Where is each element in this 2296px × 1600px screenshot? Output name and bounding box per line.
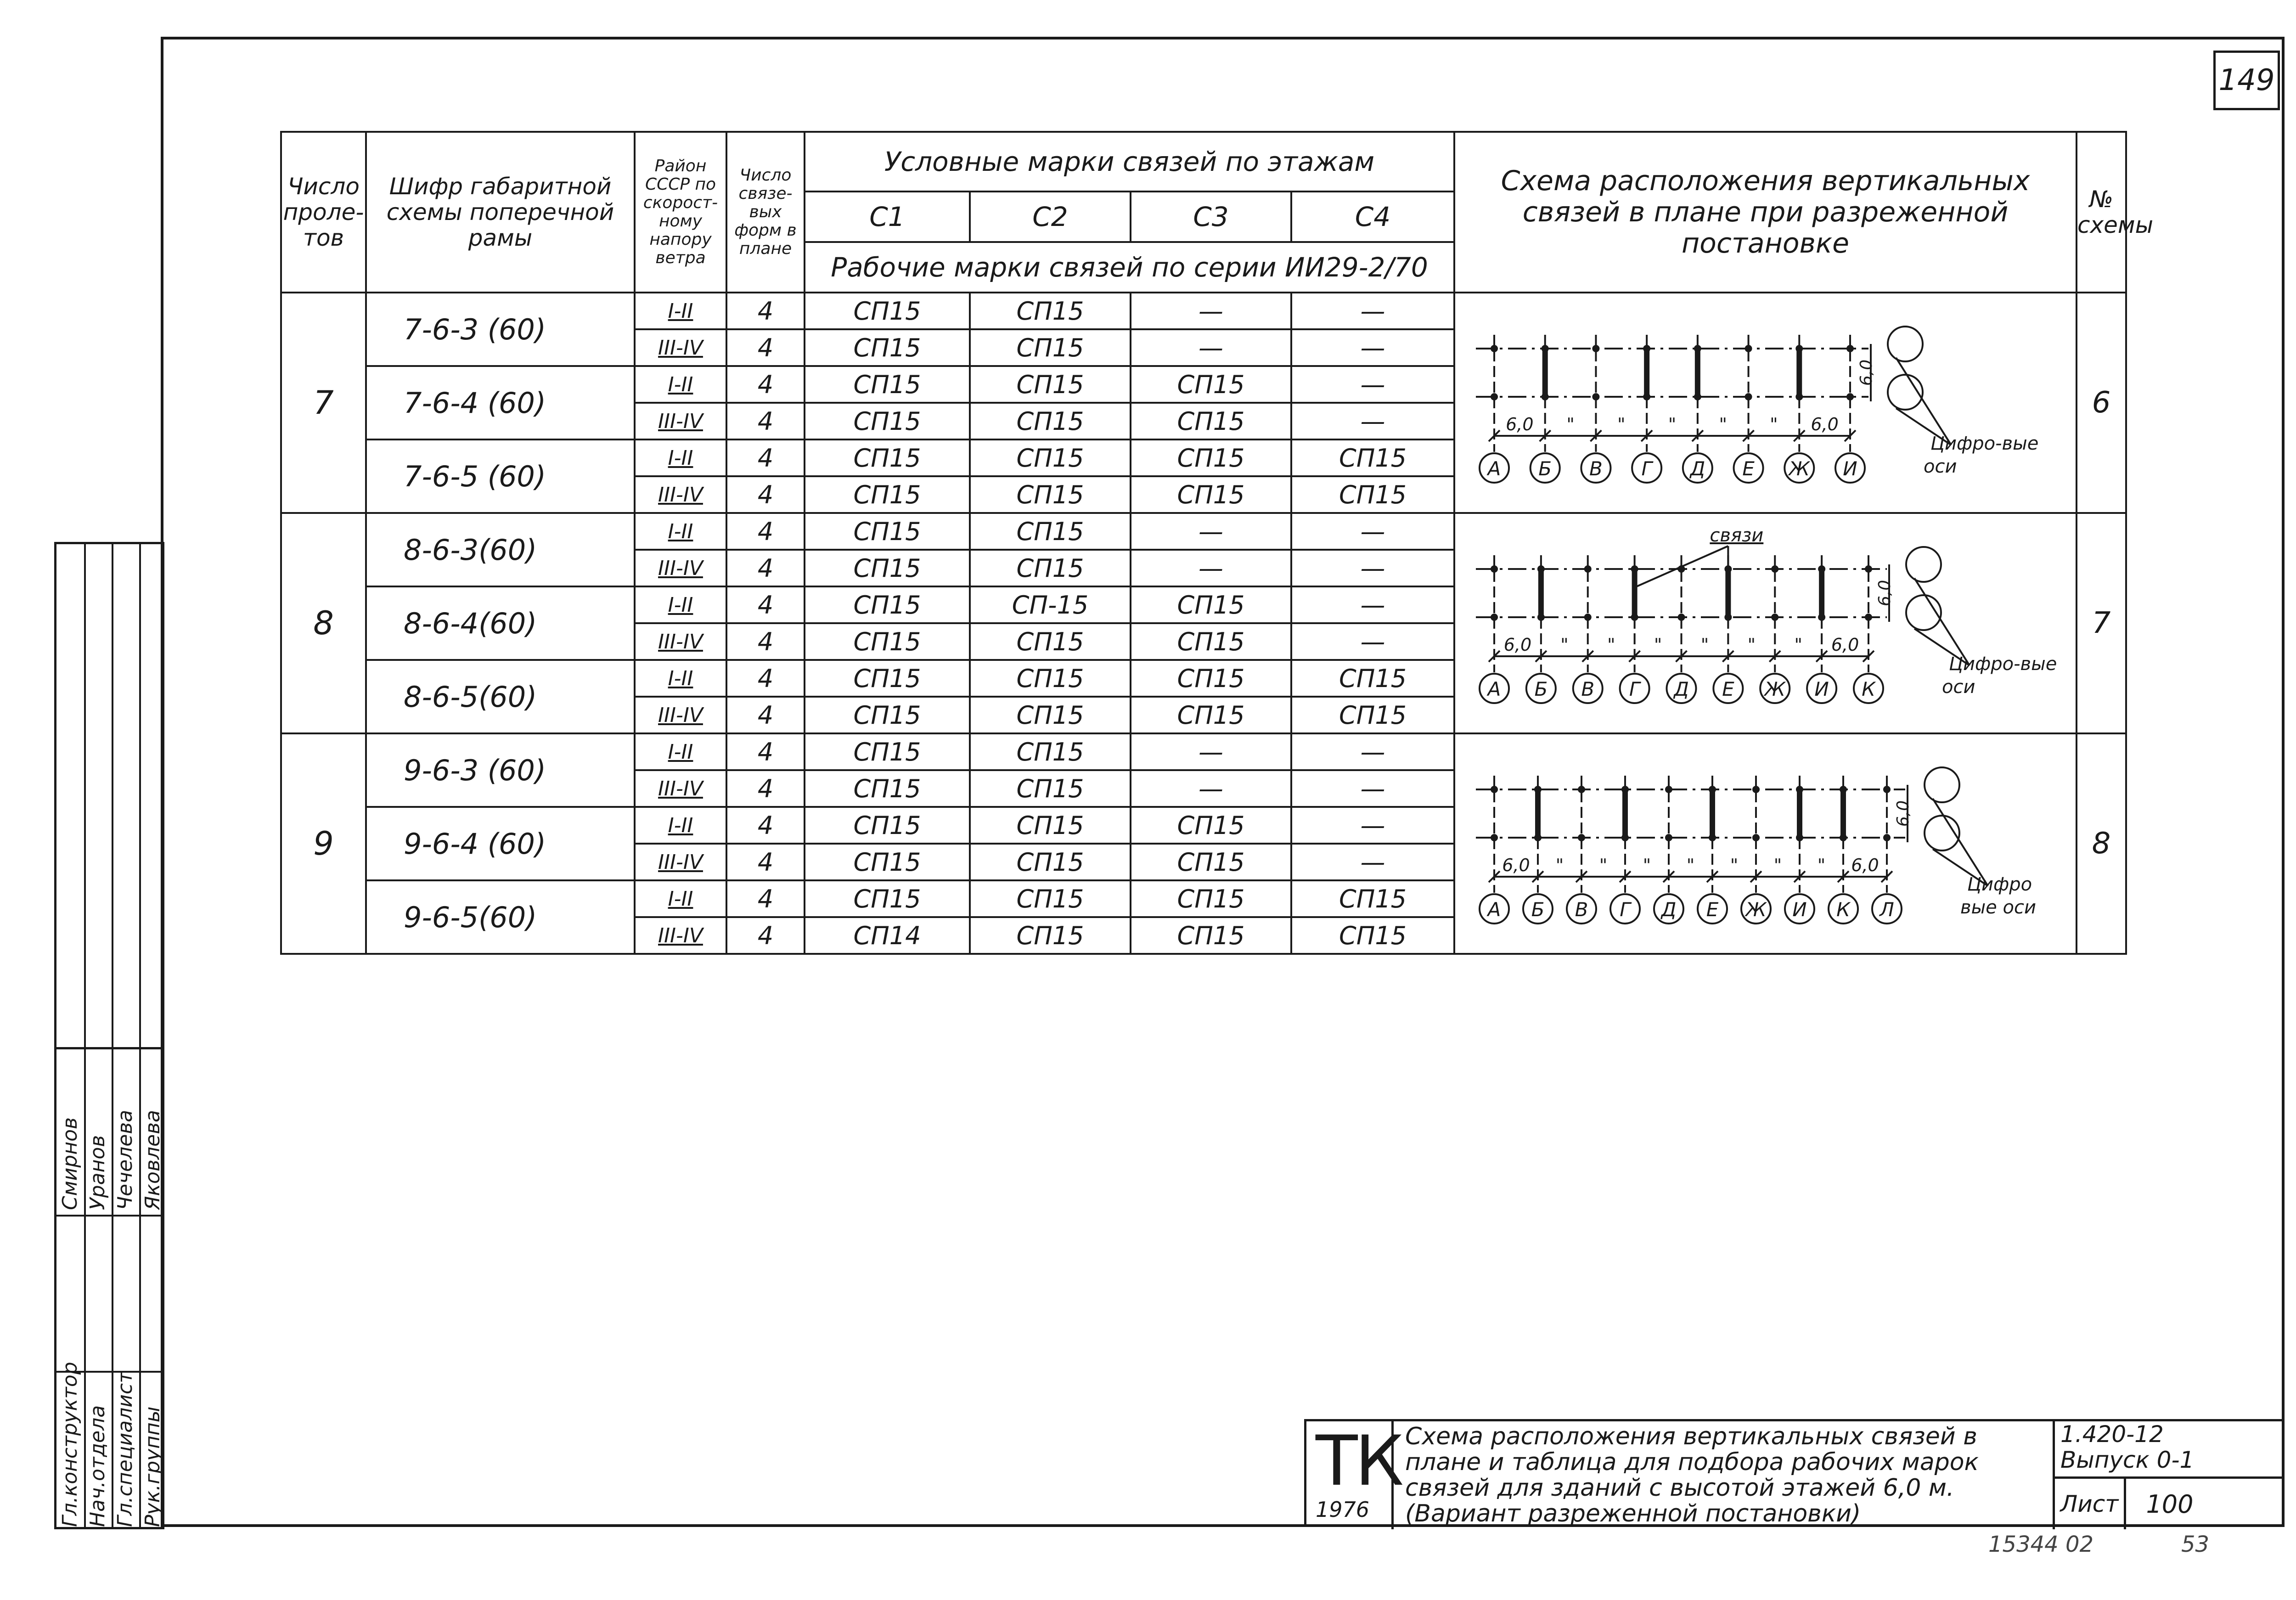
mark-c2-cell: СП-15 — [970, 586, 1131, 623]
span-dimension: 6,0 — [1851, 855, 1879, 875]
mark-c1-cell: СП15 — [805, 733, 970, 770]
numeric-axes-label: Цифро-вые — [1949, 654, 2057, 675]
braces-count-cell: 4 — [726, 329, 805, 366]
height-dimension: 6,0 — [1857, 359, 1876, 386]
frame-code-cell: 9-6-5(60) — [366, 880, 635, 954]
scheme-cell-2 — [1454, 513, 2077, 733]
axis-label: Д — [1674, 678, 1689, 700]
braces-count-cell: 4 — [726, 880, 805, 917]
tk-cell — [1306, 1421, 1401, 1529]
mark-c1-cell: СП15 — [805, 807, 970, 844]
span-dimension: " — [1599, 855, 1608, 875]
axis-label: Д — [1690, 457, 1705, 480]
axis-label: Ж — [1764, 678, 1785, 700]
scheme-cell-1 — [1454, 293, 2077, 513]
role-4: Рук.группы — [141, 1406, 164, 1527]
axis-label: Е — [1742, 457, 1755, 480]
mark-c4-cell: — — [1291, 733, 1454, 770]
brace-scheme-2 — [1455, 518, 2077, 728]
numeric-axes-label: оси — [1924, 456, 1957, 477]
axis-label: Ж — [1745, 898, 1767, 921]
wind-region-cell: I-II — [635, 660, 726, 697]
braces-label: связи — [1710, 525, 1764, 546]
mark-c3-cell: СП15 — [1131, 403, 1291, 439]
numeric-axis-bubble — [1906, 547, 1941, 582]
mark-c4-cell: — — [1291, 623, 1454, 660]
span-dimension: " — [1560, 635, 1569, 655]
wind-region-cell: III-IV — [635, 550, 726, 586]
span-dimension: " — [1617, 414, 1626, 434]
tk-logo: ТК — [1316, 1421, 1401, 1501]
span-dimension: " — [1794, 635, 1802, 655]
braces-count-cell: 4 — [726, 807, 805, 844]
mark-c2-cell: СП15 — [970, 880, 1131, 917]
numeric-axes-label: Цифро — [1967, 874, 2032, 895]
axis-label: И — [1843, 457, 1857, 480]
table-row — [281, 733, 2126, 770]
mark-c1-cell: СП15 — [805, 623, 970, 660]
mark-c2-cell: СП15 — [970, 513, 1131, 550]
stamp-sheet-label: Лист — [2053, 1479, 2126, 1529]
braces-count-cell: 4 — [726, 917, 805, 954]
mark-c3-cell: — — [1131, 513, 1291, 550]
span-dimension: " — [1747, 635, 1756, 655]
column-node — [1578, 834, 1585, 841]
brace-scheme-1 — [1455, 298, 2077, 507]
mark-c1-cell: СП15 — [805, 476, 970, 513]
column-node — [1491, 786, 1498, 793]
name-1: Смирнов — [58, 1117, 82, 1210]
mark-c3-cell: — — [1131, 733, 1291, 770]
mark-c3-cell: — — [1131, 550, 1291, 586]
mark-c4-cell: СП15 — [1291, 439, 1454, 476]
column-node — [1752, 786, 1760, 793]
name-2: Уранов — [86, 1135, 109, 1210]
wind-region-cell: I-II — [635, 293, 726, 329]
braces-count-cell: 4 — [726, 660, 805, 697]
span-dimension: " — [1719, 414, 1727, 434]
span-dimension: " — [1654, 635, 1662, 655]
mark-c3-cell: СП15 — [1131, 807, 1291, 844]
axis-label: Л — [1880, 898, 1894, 921]
header-scheme: Схема расположения вертикальных связей в плане при разреженной постановке — [1454, 132, 2077, 293]
name-3: Чечелева — [113, 1110, 137, 1210]
spans-cell: 9 — [281, 733, 366, 954]
mark-c4-cell: СП15 — [1291, 697, 1454, 733]
mark-c2-cell: СП15 — [970, 844, 1131, 880]
frame-code-cell: 7-6-5 (60) — [366, 439, 635, 513]
mark-c2-cell: СП15 — [970, 660, 1131, 697]
span-dimension: " — [1607, 635, 1615, 655]
axis-label: К — [1862, 678, 1875, 700]
braces-count-cell: 4 — [726, 770, 805, 807]
stamp-title: Схема расположения вертикальных связей в плане и таблица для подбора рабочих марок связей для зданий с высотой этажей 6,0 м. (Вариант разреженной постановки) — [1405, 1423, 1979, 1527]
role-3: Гл.специалист — [113, 1371, 137, 1527]
frame-code-cell: 8-6-5(60) — [366, 660, 635, 733]
header-c1: С1 — [805, 192, 970, 242]
mark-c1-cell: СП15 — [805, 439, 970, 476]
frame-code-cell: 9-6-4 (60) — [366, 807, 635, 880]
mark-c1-cell: СП14 — [805, 917, 970, 954]
braces-count-cell: 4 — [726, 844, 805, 880]
mark-c4-cell: — — [1291, 513, 1454, 550]
axis-label: Ж — [1789, 457, 1810, 480]
column-node — [1678, 614, 1685, 621]
mark-c3-cell: СП15 — [1131, 439, 1291, 476]
column-node — [1584, 614, 1592, 621]
header-braces-count: Число связе-вых форм в плане — [726, 132, 805, 293]
span-dimension: " — [1566, 414, 1575, 434]
axis-label: Г — [1641, 457, 1652, 480]
column-node — [1592, 345, 1599, 352]
mark-c1-cell: СП15 — [805, 770, 970, 807]
frame-code-cell: 8-6-4(60) — [366, 586, 635, 660]
mark-c3-cell: СП15 — [1131, 660, 1291, 697]
numeric-axes-label: оси — [1942, 676, 1975, 698]
column-node — [1883, 834, 1891, 841]
mark-c1-cell: СП15 — [805, 550, 970, 586]
mark-c4-cell: — — [1291, 366, 1454, 403]
braces-count-cell: 4 — [726, 476, 805, 513]
span-dimension: 6,0 — [1831, 635, 1859, 655]
axis-label: В — [1589, 457, 1603, 480]
mark-c1-cell: СП15 — [805, 697, 970, 733]
numeric-axes-label: вые оси — [1960, 897, 2036, 918]
axis-label: Б — [1534, 678, 1548, 700]
mark-c1-cell: СП15 — [805, 293, 970, 329]
mark-c2-cell: СП15 — [970, 439, 1131, 476]
table-body — [281, 293, 2126, 954]
wind-region-cell: III-IV — [635, 403, 726, 439]
mark-c3-cell: СП15 — [1131, 917, 1291, 954]
mark-c3-cell: СП15 — [1131, 476, 1291, 513]
mark-c2-cell: СП15 — [970, 917, 1131, 954]
column-node — [1745, 345, 1752, 352]
mark-c4-cell: — — [1291, 550, 1454, 586]
braces-count-cell: 4 — [726, 293, 805, 329]
mark-c3-cell: СП15 — [1131, 623, 1291, 660]
scheme-number-cell: 6 — [2077, 293, 2126, 513]
numeric-axis-bubble — [1925, 767, 1959, 802]
header-spans: Число проле-тов — [281, 132, 366, 293]
axis-label: Е — [1722, 678, 1734, 700]
axis-label: А — [1487, 898, 1501, 921]
column-node — [1771, 614, 1778, 621]
mark-c4-cell: — — [1291, 844, 1454, 880]
page-number: 149 — [2213, 51, 2280, 110]
mark-c2-cell: СП15 — [970, 476, 1131, 513]
side-strip — [54, 542, 164, 1047]
mark-c1-cell: СП15 — [805, 844, 970, 880]
spans-cell: 7 — [281, 293, 366, 513]
brace-scheme-3 — [1455, 739, 2077, 948]
mark-c2-cell: СП15 — [970, 403, 1131, 439]
wind-region-cell: III-IV — [635, 329, 726, 366]
span-dimension: " — [1668, 414, 1677, 434]
mark-c4-cell: — — [1291, 770, 1454, 807]
mark-c3-cell: — — [1131, 770, 1291, 807]
column-node — [1665, 786, 1672, 793]
span-dimension: " — [1643, 855, 1651, 875]
column-node — [1846, 393, 1854, 400]
wind-region-cell: I-II — [635, 513, 726, 550]
mark-c1-cell: СП15 — [805, 403, 970, 439]
span-dimension: 6,0 — [1506, 414, 1534, 434]
height-dimension: 6,0 — [1894, 800, 1913, 827]
column-node — [1883, 786, 1891, 793]
name-4: Яковлева — [141, 1110, 164, 1210]
mark-c4-cell: СП15 — [1291, 476, 1454, 513]
axis-label: И — [1814, 678, 1829, 700]
table-row — [281, 513, 2126, 550]
header-scheme-no: № схемы — [2077, 132, 2126, 293]
braces-count-cell: 4 — [726, 439, 805, 476]
column-node — [1592, 393, 1599, 400]
wind-region-cell: III-IV — [635, 623, 726, 660]
axis-label: Г — [1629, 678, 1640, 700]
signature-block — [54, 1047, 164, 1529]
scheme-number-cell: 7 — [2077, 513, 2126, 733]
mark-c1-cell: СП15 — [805, 586, 970, 623]
axis-label: И — [1792, 898, 1807, 921]
column-node — [1491, 834, 1498, 841]
scheme-number-cell: 8 — [2077, 733, 2126, 954]
mark-c4-cell: СП15 — [1291, 880, 1454, 917]
mark-c4-cell: — — [1291, 329, 1454, 366]
header-conditional-marks: Условные марки связей по этажам — [805, 132, 1454, 192]
archive-number: 15344 02 — [1988, 1532, 2094, 1557]
wind-region-cell: I-II — [635, 733, 726, 770]
mark-c4-cell: СП15 — [1291, 660, 1454, 697]
wind-region-cell: I-II — [635, 880, 726, 917]
mark-c2-cell: СП15 — [970, 550, 1131, 586]
column-node — [1491, 393, 1498, 400]
mark-c2-cell: СП15 — [970, 329, 1131, 366]
span-dimension: " — [1730, 855, 1739, 875]
mark-c3-cell: СП15 — [1131, 844, 1291, 880]
stamp-series: 1.420-12 — [2060, 1421, 2164, 1448]
braces-count-cell: 4 — [726, 550, 805, 586]
wind-region-cell: III-IV — [635, 770, 726, 807]
wind-region-cell: I-II — [635, 807, 726, 844]
column-node — [1865, 614, 1872, 621]
braces-count-cell: 4 — [726, 403, 805, 439]
mark-c2-cell: СП15 — [970, 697, 1131, 733]
wind-region-cell: I-II — [635, 439, 726, 476]
mark-c1-cell: СП15 — [805, 880, 970, 917]
archive-page: 53 — [2181, 1532, 2210, 1557]
header-c4: С4 — [1291, 192, 1454, 242]
stamp-series-cell — [2053, 1421, 2285, 1479]
scheme-cell-3 — [1454, 733, 2077, 954]
mark-c2-cell: СП15 — [970, 770, 1131, 807]
mark-c1-cell: СП15 — [805, 329, 970, 366]
spans-cell: 8 — [281, 513, 366, 733]
column-node — [1865, 565, 1872, 573]
column-node — [1491, 614, 1498, 621]
stamp-sheet-number: 100 — [2146, 1489, 2194, 1519]
mark-c3-cell: — — [1131, 293, 1291, 329]
role-2: Нач.отдела — [86, 1405, 109, 1527]
header-frame-code: Шифр габаритной схемы поперечной рамы — [366, 132, 635, 293]
stamp-year: 1976 — [1316, 1497, 1370, 1522]
mark-c3-cell: СП15 — [1131, 697, 1291, 733]
height-dimension: 6,0 — [1875, 580, 1895, 607]
wind-region-cell: III-IV — [635, 917, 726, 954]
mark-c1-cell: СП15 — [805, 513, 970, 550]
braces-count-cell: 4 — [726, 366, 805, 403]
mark-c4-cell: — — [1291, 293, 1454, 329]
mark-c2-cell: СП15 — [970, 366, 1131, 403]
axis-label: А — [1487, 678, 1501, 700]
braces-count-cell: 4 — [726, 623, 805, 660]
column-node — [1771, 565, 1778, 573]
span-dimension: " — [1700, 635, 1709, 655]
axis-label: Б — [1531, 898, 1545, 921]
axis-label: А — [1487, 457, 1501, 480]
frame-code-cell: 7-6-3 (60) — [366, 293, 635, 366]
table-row — [281, 293, 2126, 329]
numeric-axes-label: Цифро-вые — [1930, 433, 2039, 454]
mark-c3-cell: СП15 — [1131, 366, 1291, 403]
span-dimension: " — [1773, 855, 1782, 875]
mark-c3-cell: СП15 — [1131, 586, 1291, 623]
span-dimension: " — [1686, 855, 1695, 875]
header-wind-region: Район СССР по скорост-ному напору ветра — [635, 132, 726, 293]
span-dimension: " — [1770, 414, 1778, 434]
span-dimension: 6,0 — [1811, 414, 1839, 434]
span-dimension: 6,0 — [1503, 635, 1532, 655]
axis-label: Д — [1661, 898, 1677, 921]
span-dimension: 6,0 — [1502, 855, 1530, 875]
mark-c2-cell: СП15 — [970, 293, 1131, 329]
wind-region-cell: I-II — [635, 586, 726, 623]
column-node — [1584, 565, 1592, 573]
frame-code-cell: 9-6-3 (60) — [366, 733, 635, 807]
mark-c3-cell: — — [1131, 329, 1291, 366]
title-block — [1304, 1419, 2285, 1527]
stamp-issue: Выпуск 0-1 — [2060, 1447, 2195, 1473]
column-node — [1578, 786, 1585, 793]
header-c3: С3 — [1131, 192, 1291, 242]
axis-label: К — [1836, 898, 1850, 921]
axis-label: Б — [1538, 457, 1552, 480]
column-node — [1665, 834, 1672, 841]
wind-region-cell: III-IV — [635, 476, 726, 513]
braces-count-cell: 4 — [726, 513, 805, 550]
mark-c4-cell: — — [1291, 403, 1454, 439]
mark-c3-cell: СП15 — [1131, 880, 1291, 917]
axis-label: Е — [1706, 898, 1719, 921]
column-node — [1745, 393, 1752, 400]
header-working-marks: Рабочие марки связей по серии ИИ29-2/70 — [805, 242, 1454, 293]
column-node — [1846, 345, 1854, 352]
numeric-axis-bubble — [1888, 327, 1923, 361]
wind-region-cell: III-IV — [635, 844, 726, 880]
braces-count-cell: 4 — [726, 586, 805, 623]
mark-c4-cell: — — [1291, 586, 1454, 623]
column-node — [1491, 565, 1498, 573]
mark-c4-cell: — — [1291, 807, 1454, 844]
header-c2: С2 — [970, 192, 1131, 242]
axis-label: В — [1575, 898, 1588, 921]
mark-c2-cell: СП15 — [970, 733, 1131, 770]
axis-label: В — [1581, 678, 1595, 700]
span-dimension: " — [1817, 855, 1826, 875]
mark-c1-cell: СП15 — [805, 366, 970, 403]
brace-table — [280, 131, 2154, 955]
frame-code-cell: 7-6-4 (60) — [366, 366, 635, 439]
axis-label: Г — [1620, 898, 1631, 921]
wind-region-cell: III-IV — [635, 697, 726, 733]
column-node — [1752, 834, 1760, 841]
braces-count-cell: 4 — [726, 733, 805, 770]
wind-region-cell: I-II — [635, 366, 726, 403]
column-node — [1491, 345, 1498, 352]
mark-c2-cell: СП15 — [970, 623, 1131, 660]
role-1: Гл.конструктор — [58, 1362, 82, 1527]
braces-count-cell: 4 — [726, 697, 805, 733]
span-dimension: " — [1555, 855, 1564, 875]
mark-c2-cell: СП15 — [970, 807, 1131, 844]
mark-c4-cell: СП15 — [1291, 917, 1454, 954]
mark-c1-cell: СП15 — [805, 660, 970, 697]
frame-code-cell: 8-6-3(60) — [366, 513, 635, 586]
